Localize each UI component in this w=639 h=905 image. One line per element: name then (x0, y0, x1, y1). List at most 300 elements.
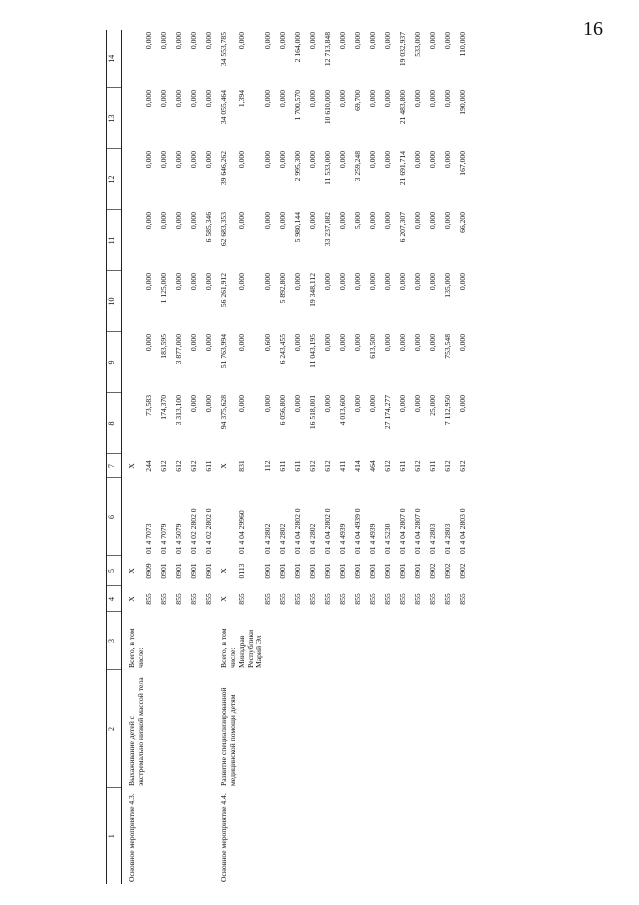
measure-name-cell (145, 788, 160, 884)
target-article-cell (128, 478, 145, 556)
value-cell: 0,000 (308, 212, 318, 230)
value-cell: 0,000 (263, 151, 273, 169)
measure-description-cell (444, 670, 459, 788)
value-cell: 1 700,570 (293, 90, 303, 121)
value-cell: 190,000 (458, 90, 468, 115)
executor-cell (175, 612, 190, 670)
target-article-cell: 01 4 7073 (144, 523, 154, 554)
value-cell: 0,000 (144, 334, 154, 352)
value-cell: 39 646,262 (219, 151, 229, 186)
target-article-cell: 01 4 2802 (278, 523, 288, 554)
column-header: 12 (107, 149, 122, 210)
table-row (294, 30, 309, 884)
value-cell: 0,000 (443, 212, 453, 230)
section-cell: 0902 (458, 563, 468, 579)
value-cell: 0,000 (353, 395, 363, 413)
value-cell: 0,000 (236, 334, 246, 352)
target-article-cell: 01 4 04 2803 0 (458, 508, 468, 554)
value-cell: 0,000 (443, 90, 453, 108)
value-cell: 6 243,455 (278, 334, 288, 365)
grbs-cell: X (219, 596, 229, 602)
measure-description-cell (294, 670, 309, 788)
target-article-cell (220, 478, 237, 556)
value-cell: 0,000 (144, 273, 154, 291)
value-cell: 0,000 (144, 151, 154, 169)
value-cell: 34 055,464 (219, 90, 229, 125)
table-row (444, 30, 459, 884)
value-cell: 56 261,912 (219, 273, 229, 308)
value-cell (128, 210, 145, 271)
table-row (160, 30, 175, 884)
measure-description-cell (264, 670, 279, 788)
value-cell: 0,000 (368, 32, 378, 50)
value-cell: 0,000 (278, 151, 288, 169)
value-cell: 0,000 (398, 334, 408, 352)
budget-table (106, 30, 474, 884)
target-article-cell: 01 4 04 2802 0 (293, 508, 303, 554)
value-cell: 0,000 (236, 212, 246, 230)
executor-cell (354, 612, 369, 670)
rotated-table-container (106, 30, 521, 884)
table-row (339, 30, 354, 884)
value-cell: 10 610,000 (323, 90, 333, 125)
value-cell (128, 271, 145, 332)
expense-type-cell: 611 (428, 460, 438, 472)
executor-cell (160, 612, 175, 670)
column-header: 14 (107, 30, 122, 88)
grbs-cell: 855 (159, 593, 169, 605)
column-header: 3 (107, 612, 122, 670)
value-cell: 0,000 (368, 151, 378, 169)
value-cell: 0,000 (204, 395, 214, 413)
value-cell: 0,000 (308, 151, 318, 169)
grbs-cell: 855 (308, 593, 318, 605)
value-cell: 21 483,800 (398, 90, 408, 125)
value-cell: 0,000 (383, 151, 393, 169)
measure-name-cell (309, 788, 324, 884)
grbs-cell: 855 (174, 593, 184, 605)
value-cell: 0,000 (458, 273, 468, 291)
executor-cell (190, 612, 205, 670)
measure-description-cell (160, 670, 175, 788)
value-cell: 0,000 (323, 334, 333, 352)
value-cell (128, 332, 145, 393)
table-row (384, 30, 399, 884)
measure-name-cell (384, 788, 399, 884)
section-cell: 0901 (353, 563, 363, 579)
value-cell: 0,000 (338, 334, 348, 352)
value-cell: 0,000 (144, 212, 154, 230)
measure-name-cell: Основное мероприятие 4.3. (127, 793, 136, 882)
expense-type-cell: X (219, 463, 229, 469)
section-cell: 0901 (338, 563, 348, 579)
value-cell: 0,000 (236, 273, 246, 291)
measure-description-cell (339, 670, 354, 788)
value-cell: 0,000 (204, 334, 214, 352)
table-row (238, 30, 264, 884)
value-cell: 51 763,994 (219, 334, 229, 369)
value-cell: 3 259,248 (353, 151, 363, 182)
value-cell (128, 88, 145, 149)
value-cell: 0,000 (189, 90, 199, 108)
expense-type-cell: 612 (308, 460, 318, 472)
column-header: 10 (107, 271, 122, 332)
value-cell: 613,500 (368, 334, 378, 359)
target-article-cell: 01 4 2802 (308, 523, 318, 554)
value-cell: 0,000 (189, 212, 199, 230)
expense-type-cell: 611 (293, 460, 303, 472)
column-header: 11 (107, 210, 122, 271)
expense-type-cell: 831 (236, 460, 246, 472)
column-header: 5 (107, 556, 122, 586)
value-cell (128, 393, 145, 454)
section-cell: 0901 (308, 563, 318, 579)
table-row (429, 30, 444, 884)
value-cell: 0,000 (144, 90, 154, 108)
value-cell: 0,000 (413, 151, 423, 169)
value-cell: 0,000 (159, 212, 169, 230)
value-cell: 0,000 (353, 334, 363, 352)
value-cell: 110,000 (458, 32, 468, 57)
value-cell: 0,000 (263, 212, 273, 230)
section-cell: 0902 (428, 563, 438, 579)
value-cell: 0,000 (413, 334, 423, 352)
value-cell: 69,700 (353, 90, 363, 111)
executor-cell (279, 612, 294, 670)
value-cell: 0,000 (159, 90, 169, 108)
target-article-cell: 01 4 7079 (159, 523, 169, 554)
value-cell: 0,000 (428, 334, 438, 352)
expense-type-cell: 612 (174, 460, 184, 472)
measure-name-cell (279, 788, 294, 884)
grbs-cell: X (127, 596, 136, 602)
value-cell: 0,000 (174, 32, 184, 50)
value-cell: 0,000 (236, 32, 246, 50)
value-cell: 0,000 (338, 32, 348, 50)
value-cell: 0,000 (308, 90, 318, 108)
executor-cell (264, 612, 279, 670)
measure-description-cell (459, 670, 474, 788)
target-article-cell: 01 4 04 29960 (236, 510, 246, 554)
target-article-cell: 01 4 5230 (383, 523, 393, 554)
expense-type-cell: 612 (159, 460, 169, 472)
grbs-cell: 855 (189, 593, 199, 605)
measure-name-cell (444, 788, 459, 884)
value-cell: 0,000 (189, 32, 199, 50)
target-article-cell: 01 4 04 2802 0 (323, 508, 333, 554)
value-cell: 0,000 (263, 273, 273, 291)
value-cell: 1,394 (236, 90, 246, 108)
column-header: 7 (107, 454, 122, 478)
target-article-cell: 01 4 04 2807 0 (413, 508, 423, 554)
value-cell: 0,000 (413, 395, 423, 413)
measure-name-cell (339, 788, 354, 884)
value-cell: 0,000 (263, 32, 273, 50)
column-header: 2 (107, 670, 122, 788)
value-cell: 0,000 (278, 32, 288, 50)
measure-description-cell (324, 670, 339, 788)
target-article-cell: 01 4 4939 (338, 523, 348, 554)
value-cell: 0,000 (443, 32, 453, 50)
expense-type-cell: 612 (458, 460, 468, 472)
table-row (175, 30, 190, 884)
value-cell: 33 237,082 (323, 212, 333, 247)
value-cell: 0,000 (189, 395, 199, 413)
value-cell: 0,000 (383, 212, 393, 230)
executor-cell (399, 612, 414, 670)
value-cell: 0,000 (383, 32, 393, 50)
value-cell: 11 533,000 (323, 151, 333, 185)
value-cell: 0,000 (338, 90, 348, 108)
target-article-cell: 01 4 5079 (174, 523, 184, 554)
measure-description-cell (414, 670, 429, 788)
value-cell: 0,000 (398, 395, 408, 413)
grbs-cell: 855 (293, 593, 303, 605)
section-cell: 0901 (204, 563, 214, 579)
grbs-cell: 855 (263, 593, 273, 605)
value-cell: 0,000 (443, 151, 453, 169)
section-cell: X (219, 568, 229, 574)
section-cell: 0901 (189, 563, 199, 579)
value-cell: 0,000 (278, 90, 288, 108)
value-cell: 0,000 (174, 151, 184, 169)
value-cell: 34 553,785 (219, 32, 229, 67)
expense-type-cell: 112 (263, 460, 273, 472)
target-article-cell: 01 4 4939 (368, 523, 378, 554)
measure-name-cell (264, 788, 279, 884)
value-cell: 0,000 (383, 90, 393, 108)
target-article-cell: 01 4 04 4939 0 (353, 508, 363, 554)
expense-type-cell: 612 (323, 460, 333, 472)
value-cell: 0,000 (428, 273, 438, 291)
executor-cell (444, 612, 459, 670)
section-cell: X (127, 568, 136, 574)
value-cell: 19 348,112 (308, 273, 318, 307)
value-cell: 0,000 (428, 212, 438, 230)
value-cell: 27 174,277 (383, 395, 393, 430)
column-header: 8 (107, 393, 122, 454)
value-cell: 0,000 (428, 32, 438, 50)
value-cell: 0,000 (159, 32, 169, 50)
expense-type-cell: 612 (413, 460, 423, 472)
grbs-cell: 855 (278, 593, 288, 605)
grbs-cell: 855 (353, 593, 363, 605)
value-cell: 0,000 (308, 32, 318, 50)
section-cell: 0113 (236, 563, 246, 579)
measure-name-cell (399, 788, 414, 884)
column-header: 13 (107, 88, 122, 149)
table-row (459, 30, 474, 884)
value-cell: 0,000 (368, 212, 378, 230)
measure-name-cell (238, 788, 264, 884)
executor-cell: Минздрав Республики Марий Эл (236, 629, 264, 668)
measure-name-cell: Основное мероприятие 4.4. (219, 793, 229, 882)
value-cell: 0,000 (368, 395, 378, 413)
expense-type-cell: 611 (204, 460, 214, 472)
value-cell: 0,000 (428, 90, 438, 108)
measure-description-cell (384, 670, 399, 788)
value-cell: 0,000 (398, 273, 408, 291)
value-cell: 66,200 (458, 212, 468, 233)
section-cell: 0901 (278, 563, 288, 579)
section-cell: 0901 (398, 563, 408, 579)
grbs-cell: 855 (458, 593, 468, 605)
executor-cell (429, 612, 444, 670)
value-cell: 0,000 (428, 151, 438, 169)
value-cell (128, 149, 145, 210)
column-header: 4 (107, 586, 122, 612)
value-cell: 753,548 (443, 334, 453, 359)
section-cell: 0901 (383, 563, 393, 579)
target-article-cell: 01 4 04 2807 0 (398, 508, 408, 554)
table-row (145, 30, 160, 884)
value-cell: 174,370 (159, 395, 169, 420)
measure-description-cell (279, 670, 294, 788)
value-cell: 5 980,144 (293, 212, 303, 243)
table-row (369, 30, 384, 884)
value-cell: 0,000 (236, 151, 246, 169)
executor-cell (324, 612, 339, 670)
table-row (279, 30, 294, 884)
value-cell: 0,000 (278, 212, 288, 230)
value-cell: 0,000 (263, 395, 273, 413)
value-cell: 0,000 (204, 32, 214, 50)
value-cell: 135,000 (443, 273, 453, 298)
executor-cell: Всего, в том числе: (219, 628, 238, 668)
value-cell: 2 995,300 (293, 151, 303, 182)
measure-description-cell: Развитие специализированной медицинской помощи детям (219, 687, 238, 786)
table-row (324, 30, 339, 884)
value-cell: 0,000 (338, 151, 348, 169)
table-row (399, 30, 414, 884)
grbs-cell: 855 (323, 593, 333, 605)
section-cell: 0901 (174, 563, 184, 579)
measure-name-cell (294, 788, 309, 884)
measure-name-cell (175, 788, 190, 884)
value-cell: 0,000 (338, 273, 348, 291)
value-cell: 2 164,000 (293, 32, 303, 63)
value-cell: 0,000 (236, 395, 246, 413)
value-cell: 0,000 (189, 151, 199, 169)
value-cell: 6 056,800 (278, 395, 288, 426)
value-cell: 0,000 (323, 273, 333, 291)
value-cell: 0,000 (458, 395, 468, 413)
value-cell: 0,000 (189, 334, 199, 352)
section-cell: 0901 (159, 563, 169, 579)
section-cell: 0901 (263, 563, 273, 579)
measure-description-cell (190, 670, 205, 788)
table-row (220, 30, 237, 884)
value-cell: 1 125,000 (159, 273, 169, 304)
value-cell: 0,000 (413, 212, 423, 230)
executor-cell (369, 612, 384, 670)
value-cell: 0,000 (323, 395, 333, 413)
value-cell: 0,000 (368, 273, 378, 291)
value-cell: 5 892,800 (278, 273, 288, 304)
value-cell: 3 877,000 (174, 334, 184, 365)
expense-type-cell: X (127, 463, 136, 469)
grbs-cell: 855 (443, 593, 453, 605)
value-cell: 0,000 (174, 90, 184, 108)
measure-name-cell (354, 788, 369, 884)
target-article-cell: 01 4 2803 (443, 523, 453, 554)
grbs-cell: 855 (236, 593, 246, 605)
expense-type-cell: 612 (383, 460, 393, 472)
expense-type-cell: 244 (144, 460, 154, 472)
value-cell: 73,583 (144, 395, 154, 416)
target-article-cell: 01 4 02 2802 0 (189, 508, 199, 554)
value-cell: 6 585,346 (204, 212, 214, 243)
grbs-cell: 855 (413, 593, 423, 605)
value-cell: 0,000 (144, 32, 154, 50)
value-cell: 0,000 (204, 151, 214, 169)
expense-type-cell: 612 (189, 460, 199, 472)
value-cell (128, 30, 145, 88)
grbs-cell: 855 (338, 593, 348, 605)
value-cell: 0,000 (204, 90, 214, 108)
value-cell: 12 713,848 (323, 32, 333, 67)
value-cell: 0,000 (413, 273, 423, 291)
value-cell: 0,000 (174, 212, 184, 230)
section-cell: 0901 (368, 563, 378, 579)
value-cell: 0,000 (263, 90, 273, 108)
table-row (354, 30, 369, 884)
executor-cell (459, 612, 474, 670)
value-cell: 0,000 (174, 273, 184, 291)
value-cell: 0,000 (189, 273, 199, 291)
target-article-cell: 01 4 2803 (428, 523, 438, 554)
value-cell: 25,000 (428, 395, 438, 416)
value-cell: 94 375,628 (219, 395, 229, 430)
value-cell: 6 207,307 (398, 212, 408, 243)
measure-description-cell (145, 670, 160, 788)
expense-type-cell: 611 (398, 460, 408, 472)
table-row (205, 30, 220, 884)
executor-cell (309, 612, 324, 670)
value-cell: 0,000 (413, 90, 423, 108)
expense-type-cell: 612 (443, 460, 453, 472)
table-body (128, 30, 474, 884)
measure-name-cell (429, 788, 444, 884)
measure-name-cell (369, 788, 384, 884)
section-cell: 0901 (413, 563, 423, 579)
value-cell: 7 112,950 (443, 395, 453, 426)
expense-type-cell: 411 (338, 460, 348, 472)
value-cell: 0,000 (368, 90, 378, 108)
value-cell: 183,595 (159, 334, 169, 359)
measure-description-cell (399, 670, 414, 788)
measure-description-cell (238, 670, 264, 788)
value-cell: 0,000 (383, 334, 393, 352)
executor-cell (294, 612, 309, 670)
measure-description-cell: Выхаживание детей с экстремально низкой массой тела (127, 677, 145, 786)
section-cell: 0909 (144, 563, 154, 579)
expense-type-cell: 414 (353, 460, 363, 472)
executor-cell (339, 612, 354, 670)
expense-type-cell: 611 (278, 460, 288, 472)
grbs-cell: 855 (204, 593, 214, 605)
value-cell: 5,000 (353, 212, 363, 230)
measure-name-cell (190, 788, 205, 884)
measure-name-cell (414, 788, 429, 884)
measure-description-cell (309, 670, 324, 788)
value-cell: 11 043,195 (308, 334, 318, 368)
target-article-cell: 01 4 02 2802 0 (204, 508, 214, 554)
table-row (414, 30, 429, 884)
value-cell: 0,000 (353, 273, 363, 291)
executor-cell (384, 612, 399, 670)
measure-description-cell (429, 670, 444, 788)
